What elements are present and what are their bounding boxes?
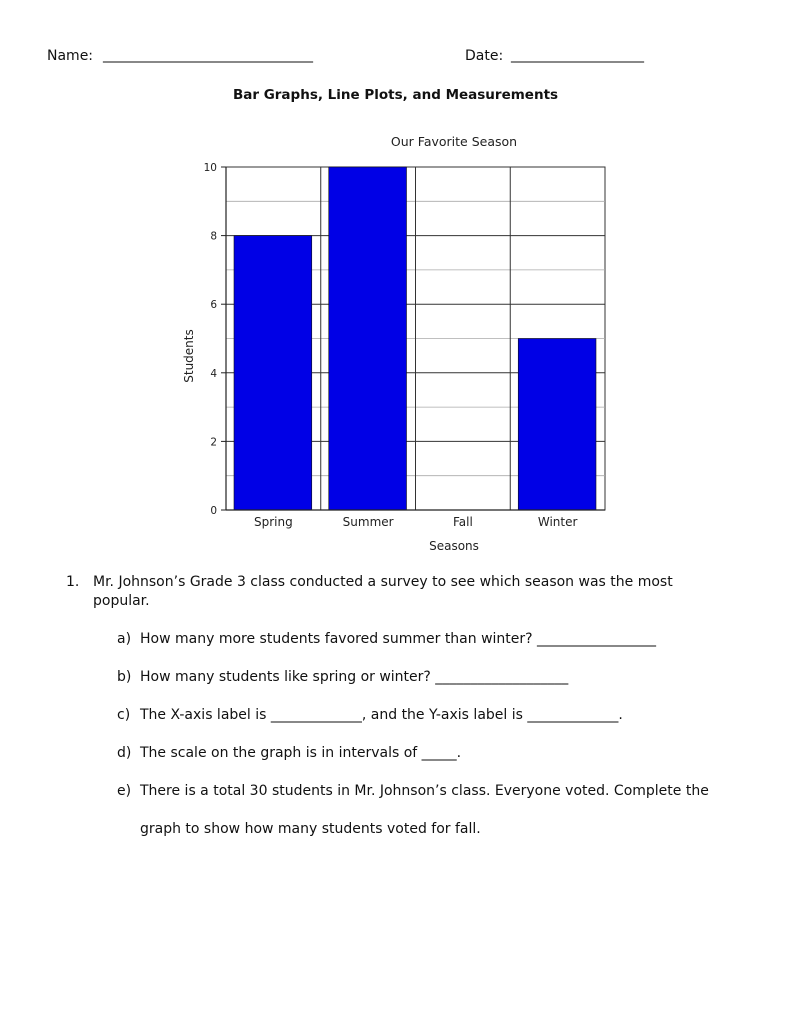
bar-winter (518, 339, 596, 511)
y-tick-label: 8 (210, 230, 217, 243)
question-line-1: Mr. Johnson’s Grade 3 class conducted a survey to see which season was the most (93, 574, 673, 590)
name-label: Name: (47, 48, 94, 64)
x-tick-label-fall: Fall (452, 515, 473, 529)
bar-spring (234, 236, 312, 510)
part-a-letter: a) (117, 631, 132, 647)
part-a-text[interactable]: How many more students favored summer than winter? _________________ (140, 631, 657, 647)
part-e-text: There is a total 30 students in Mr. Johnson’s class. Everyone voted. Complete the (140, 783, 709, 799)
y-tick-label: 4 (210, 367, 217, 380)
part-b-letter: b) (117, 669, 132, 685)
y-tick-label: 0 (210, 505, 217, 517)
part-c-letter: c) (117, 707, 131, 723)
date-blank[interactable]: ___________________ (511, 47, 644, 63)
part-e-text-line-2: graph to show how many students voted for fall. (140, 821, 481, 837)
bar-summer (329, 167, 407, 510)
y-axis-label: Students (182, 329, 196, 383)
part-b-text[interactable]: How many students like spring or winter? ___________________ (140, 669, 569, 685)
date-label: Date: (465, 48, 504, 64)
chart-title: Our Favorite Season (390, 134, 518, 149)
worksheet-title: Bar Graphs, Line Plots, and Measurements (232, 87, 559, 103)
y-tick-label: 10 (203, 162, 217, 174)
x-tick-label-winter: Winter (537, 515, 578, 529)
x-axis-label: Seasons (429, 539, 479, 553)
question-line-2: popular. (93, 593, 150, 609)
part-d-letter: d) (117, 745, 132, 761)
part-c-text[interactable]: The X-axis label is _____________, and the Y-axis label is _____________. (140, 707, 623, 723)
x-tick-label-summer: Summer (342, 515, 394, 529)
part-e-letter: e) (117, 783, 132, 799)
x-tick-label-spring: Spring (254, 515, 293, 529)
part-d-text[interactable]: The scale on the graph is in intervals of _____. (140, 745, 462, 761)
question-number: 1. (66, 574, 80, 590)
y-tick-label: 6 (210, 299, 217, 312)
y-tick-label: 2 (210, 436, 217, 449)
name-blank[interactable]: ______________________________ (103, 47, 313, 63)
